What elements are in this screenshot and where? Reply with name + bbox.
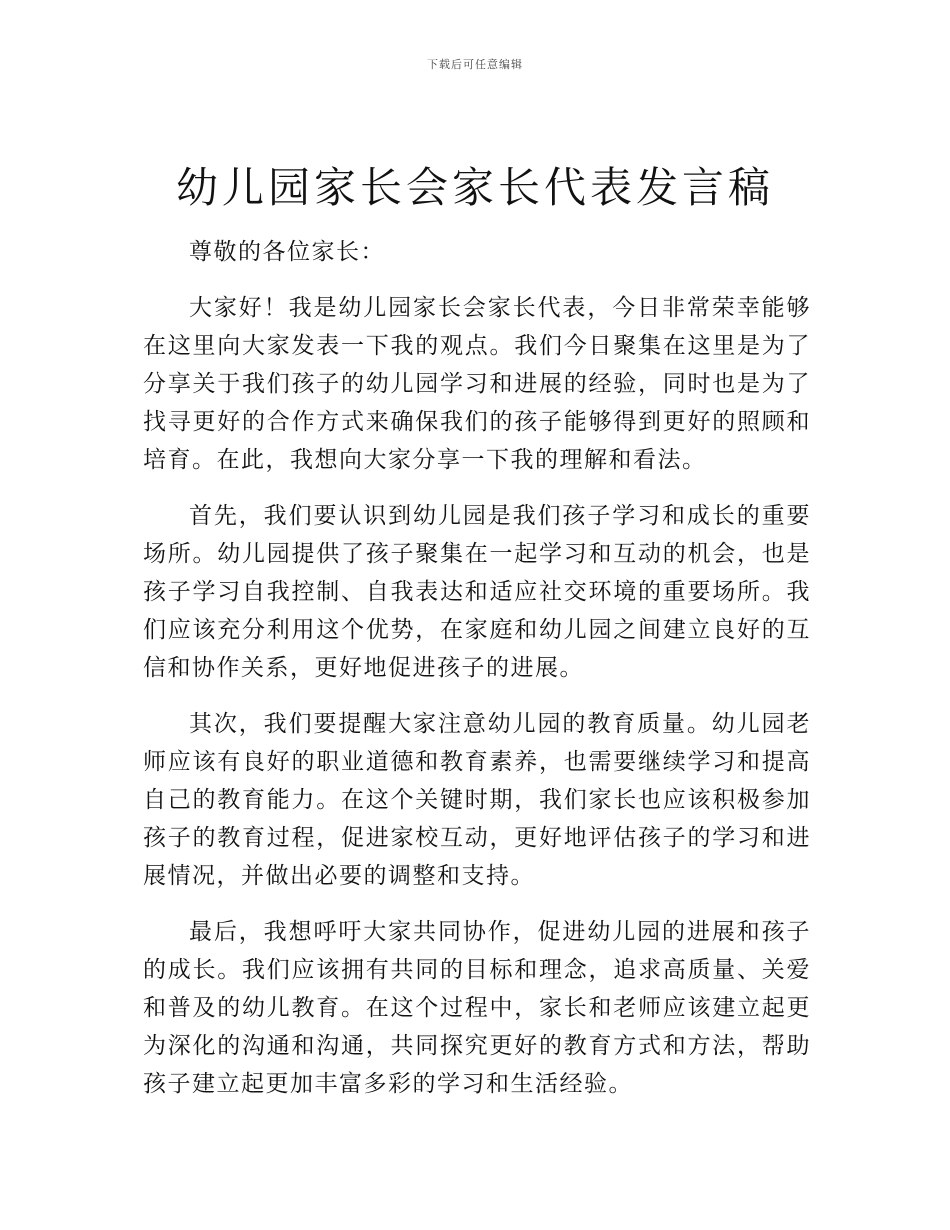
- paragraph-3: 其次，我们要提醒大家注意幼儿园的教育质量。幼儿园老师应该有良好的职业道德和教育素养，也需要继续学习和提高自己的教育能力。在这个关键时期，我们家长也应该积极参加孩子的教育过程，促进家校互动，更好地评估孩子的学习和进展情况，并做出必要的调整和支持。: [143, 711, 811, 889]
- header-note: 下载后可任意编辑: [427, 58, 523, 71]
- paragraph-1: 大家好！我是幼儿园家长会家长代表，今日非常荣幸能够在这里向大家发表一下我的观点。我们今日聚集在这里是为了分享关于我们孩子的幼儿园学习和进展的经验，同时也是为了找寻更好的合作方式来确保我们的孩子能够得到更好的照顾和培育。在此，我想向大家分享一下我的理解和看法。: [143, 295, 811, 473]
- paragraph-2: 首先，我们要认识到幼儿园是我们孩子学习和成长的重要场所。幼儿园提供了孩子聚集在一起学习和互动的机会，也是孩子学习自我控制、自我表达和适应社交环境的重要场所。我们应该充分利用这个优势，在家庭和幼儿园之间建立良好的互信和协作关系，更好地促进孩子的进展。: [143, 503, 811, 681]
- salutation: 尊敬的各位家长：: [189, 239, 385, 265]
- document-title: 幼儿园家长会家长代表发言稿: [175, 163, 774, 212]
- document-body: [143, 233, 811, 1103]
- paragraph-4: 最后，我想呼吁大家共同协作，促进幼儿园的进展和孩子的成长。我们应该拥有共同的目标和理念，追求高质量、关爱和普及的幼儿教育。在这个过程中，家长和老师应该建立起更为深化的沟通和沟通，共同探究更好的教育方式和方法，帮助孩子建立起更加丰富多彩的学习和生活经验。: [143, 919, 811, 1097]
